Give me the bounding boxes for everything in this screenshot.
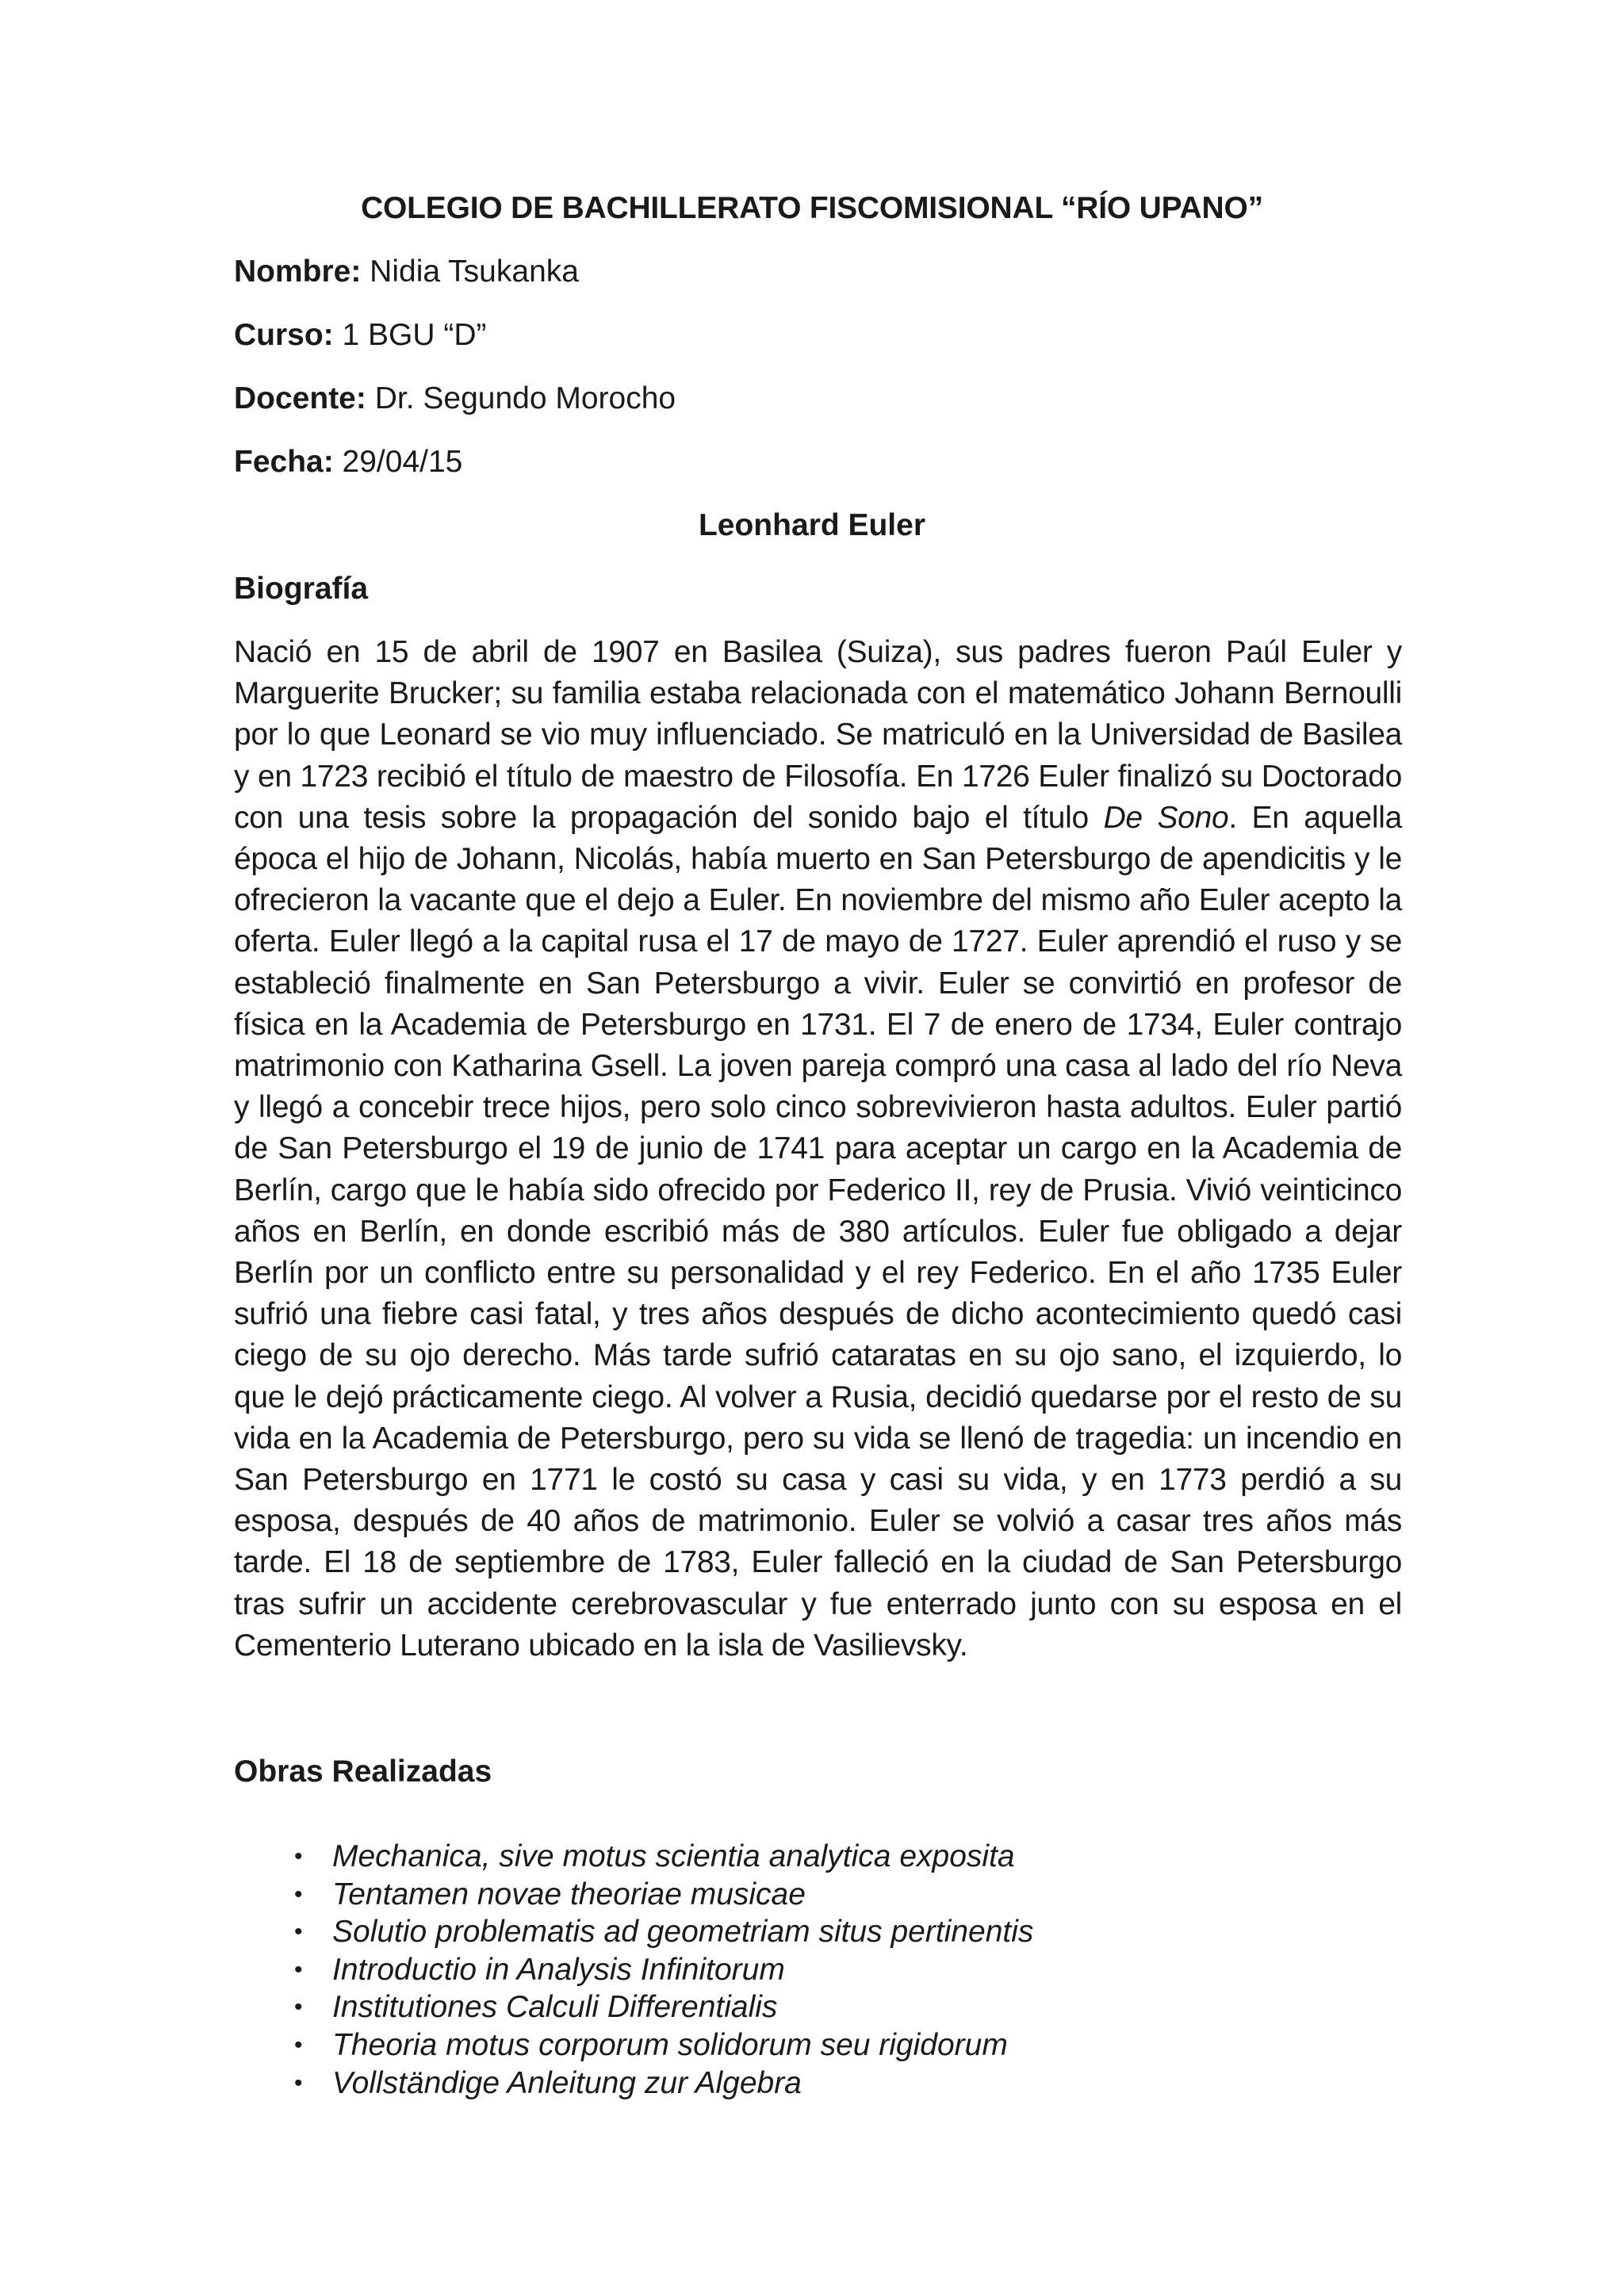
field-docente-value: Dr. Segundo Morocho <box>366 381 676 415</box>
works-list-item <box>234 2064 1033 2103</box>
works-list-item <box>234 1951 1033 1989</box>
biography-heading: Biografía <box>234 572 369 606</box>
field-nombre-label: Nombre: <box>234 254 362 289</box>
field-curso-value: 1 BGU “D” <box>333 318 487 352</box>
works-heading: Obras Realizadas <box>234 1755 492 1789</box>
field-curso-label: Curso: <box>234 318 334 352</box>
bullet-icon: • <box>294 2069 303 2096</box>
field-fecha-value: 29/04/15 <box>333 445 463 479</box>
bullet-icon: • <box>294 1994 303 2021</box>
field-curso <box>234 316 487 355</box>
works-list-item <box>234 1988 1033 2026</box>
field-nombre-value: Nidia Tsukanka <box>361 254 579 289</box>
field-fecha-label: Fecha: <box>234 445 334 479</box>
bullet-icon: • <box>294 1881 303 1908</box>
biography-text-part-2: . En aquella época el hijo de Johann, Nicolás, había muerto en San Petersburgo de apendicitis y le ofrecieron la vacante que el dejo a Euler. En noviembre del mismo año Euler acepto la oferta. Euler llegó a la capital rusa el 17 de mayo de 1727. Euler aprendió el ruso y se estableció finalmente en San Petersburgo a vivir. Euler se convirtió en profesor de física en la Academia de Petersburgo en 1731. El 7 de enero de 1734, Euler contrajo matrimonio con Katharina Gsell. La joven pareja compró una casa al lado del río Neva y llegó a concebir trece hijos, pero solo cinco sobrevivieron hasta adultos. Euler partió de San Petersburgo el 19 de junio de 1741 para aceptar un cargo en la Academia de Berlín, cargo que le había sido ofrecido por Federico II, rey de Prusia. Vivió veinticinco años en Berlín, en donde escribió más de 380 artículos. Euler fue obligado a dejar Berlín por un conflicto entre su personalidad y el rey Federico. En el año 1735 Euler sufrió una fiebre casi fatal, y tres años después de dicho acontecimiento quedó casi ciego de su ojo derecho. Más tarde sufrió cataratas en su ojo sano, el izquierdo, lo que le dejó prácticamente ciego. Al volver a Rusia, decidió quedarse por el resto de su vida en la Academia de Petersburgo, pero su vida se llenó de tragedia: un incendio en San Petersburgo en 1771 le costó su casa y casi su vida, y en 1773 perdió a su esposa, después de 40 años de matrimonio. Euler se volvió a casar tres años más tarde. El 18 de septiembre de 1783, Euler falleció en la ciudad de San Petersburgo tras sufrir un accidente cerebrovascular y fue enterrado junto con su esposa en el Cementerio Luterano ubicado en la isla de Vasilievsky. <box>234 800 1402 1663</box>
school-title: COLEGIO DE BACHILLERATO FISCOMISIONAL “RÍO UPANO” <box>361 191 1263 225</box>
field-nombre <box>234 252 579 292</box>
work-title: Tentamen novae theoriae musicae <box>332 1877 806 1911</box>
bullet-icon: • <box>294 1919 303 1946</box>
works-list-item <box>234 1876 1033 1914</box>
work-title: Introductio in Analysis Infinitorum <box>332 1952 785 1987</box>
biography-italic-title: De Sono <box>1103 800 1229 835</box>
works-list <box>234 1838 1033 2102</box>
field-docente <box>234 379 676 419</box>
bullet-icon: • <box>294 1956 303 1983</box>
biography-text <box>234 632 1402 1667</box>
works-list-item <box>234 1838 1033 1876</box>
work-title: Solutio problematis ad geometriam situs pertinentis <box>332 1915 1034 1950</box>
field-fecha <box>234 442 462 482</box>
works-list-item <box>234 2026 1033 2064</box>
bullet-icon: • <box>294 2031 303 2058</box>
works-list-item <box>234 1913 1033 1951</box>
biography-text-part-1: Nació en 15 de abril de 1907 en Basilea (Suiza), sus padres fueron Paúl Euler y Marguerite Brucker; su familia estaba relacionada con el matemático Johann Bernoulli por lo que Leonard se vio muy influenciado. Se matriculó en la Universidad de Basilea y en 1723 recibió el título de maestro de Filosofía. En 1726 Euler finalizó su Doctorado con una tesis sobre la propagación del sonido bajo el título <box>234 635 1402 835</box>
bullet-icon: • <box>294 1843 303 1869</box>
document-title: Leonhard Euler <box>698 508 926 542</box>
work-title: Institutiones Calculi Differentialis <box>332 1990 778 2025</box>
work-title: Theoria motus corporum solidorum seu rigidorum <box>332 2027 1008 2062</box>
work-title: Mechanica, sive motus scientia analytica exposita <box>332 1839 1015 1873</box>
work-title: Vollständige Anleitung zur Algebra <box>332 2065 802 2100</box>
field-docente-label: Docente: <box>234 381 366 415</box>
